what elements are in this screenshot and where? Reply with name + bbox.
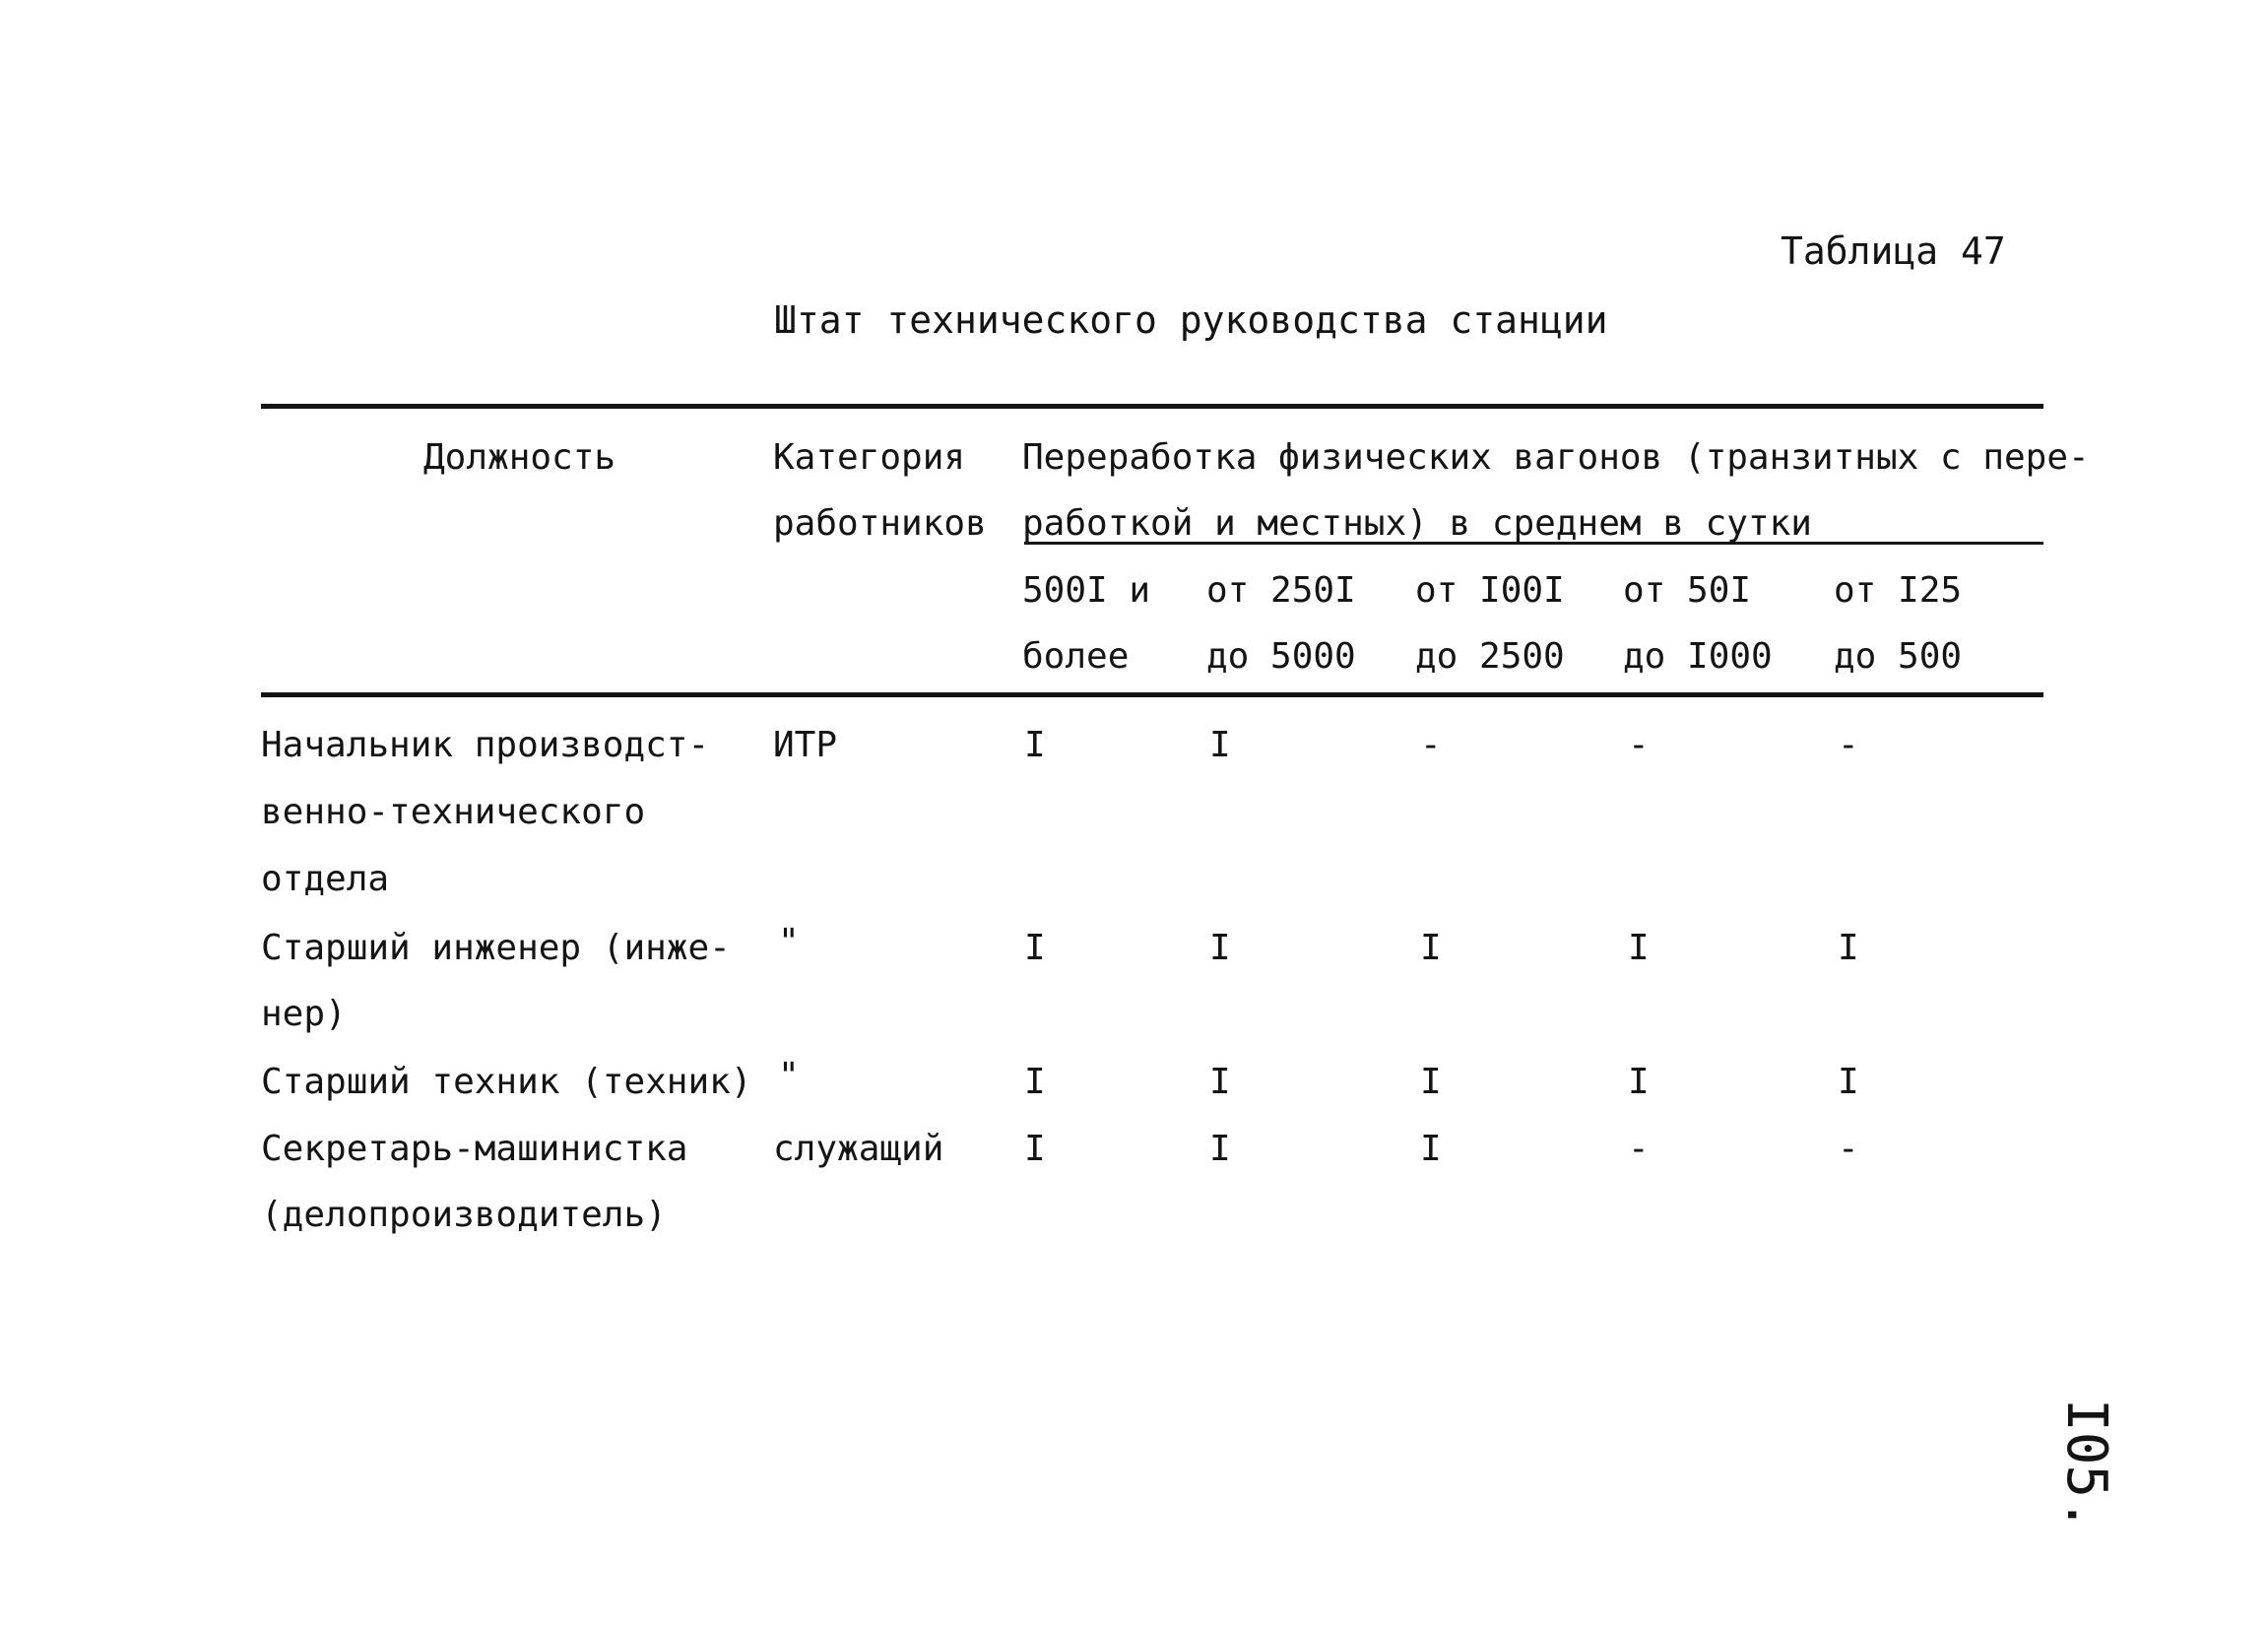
range-header-4-line2: до I000 [1623,636,1773,677]
row2-category: " [778,922,800,962]
row3-value-4: I [1628,1062,1650,1102]
row3-category: " [778,1056,800,1096]
row1-position-line3: отдела [261,859,390,899]
row2-value-2: I [1209,928,1231,968]
row2-value-5: I [1838,928,1859,968]
range-header-2-line1: от 250I [1206,570,1356,611]
table-top-rule [261,404,2043,409]
row4-value-3: I [1420,1129,1442,1169]
row4-value-2: I [1209,1129,1231,1169]
header-category-line1: Категория [773,437,966,478]
range-header-5-line2: до 500 [1834,636,1963,677]
header-processing-line1: Переработка физических вагонов (транзитных с пере- [1022,437,2090,478]
range-header-3-line1: от I00I [1415,570,1565,611]
range-header-4-line1: от 50I [1623,570,1752,611]
range-header-1-line1: 500I и [1022,570,1151,611]
page-number: I05. [2054,1399,2118,1531]
row1-category: ИТР [773,725,838,765]
row1-position-line2: венно-технического [261,792,646,832]
row1-value-3: - [1420,725,1442,765]
range-header-1-line2: более [1022,636,1130,677]
row4-value-1: I [1024,1129,1046,1169]
row4-value-4: - [1628,1129,1650,1169]
row1-position-line1: Начальник производст- [261,725,710,765]
header-processing-line2: работкой и местных) в среднем в сутки [1022,503,1812,544]
row1-value-5: - [1838,725,1859,765]
range-header-2-line2: до 5000 [1206,636,1356,677]
row2-position-line2: нер) [261,994,347,1034]
table-title: Штат технического руководства станции [774,298,1608,342]
row2-position-line1: Старший инженер (инже- [261,928,731,968]
row3-position-line1: Старший техник (техник) [261,1062,752,1102]
row2-value-4: I [1628,928,1650,968]
row4-value-5: - [1838,1129,1859,1169]
table-header-bottom-rule [261,692,2043,697]
range-header-5-line1: от I25 [1834,570,1963,611]
range-header-3-line2: до 2500 [1415,636,1565,677]
row4-position-line1: Секретарь-машинистка [261,1129,688,1169]
row4-position-line2: (делопроизводитель) [261,1195,667,1235]
row2-value-1: I [1024,928,1046,968]
header-position: Должность [423,437,616,478]
row4-category: служащий [773,1129,944,1169]
row3-value-1: I [1024,1062,1046,1102]
row2-value-3: I [1420,928,1442,968]
row3-value-5: I [1838,1062,1859,1102]
row1-value-1: I [1024,725,1046,765]
header-category-line2: работников [773,503,987,544]
row3-value-2: I [1209,1062,1231,1102]
row3-value-3: I [1420,1062,1442,1102]
row1-value-2: I [1209,725,1231,765]
row1-value-4: - [1628,725,1650,765]
table-label: Таблица 47 [1781,229,2006,273]
